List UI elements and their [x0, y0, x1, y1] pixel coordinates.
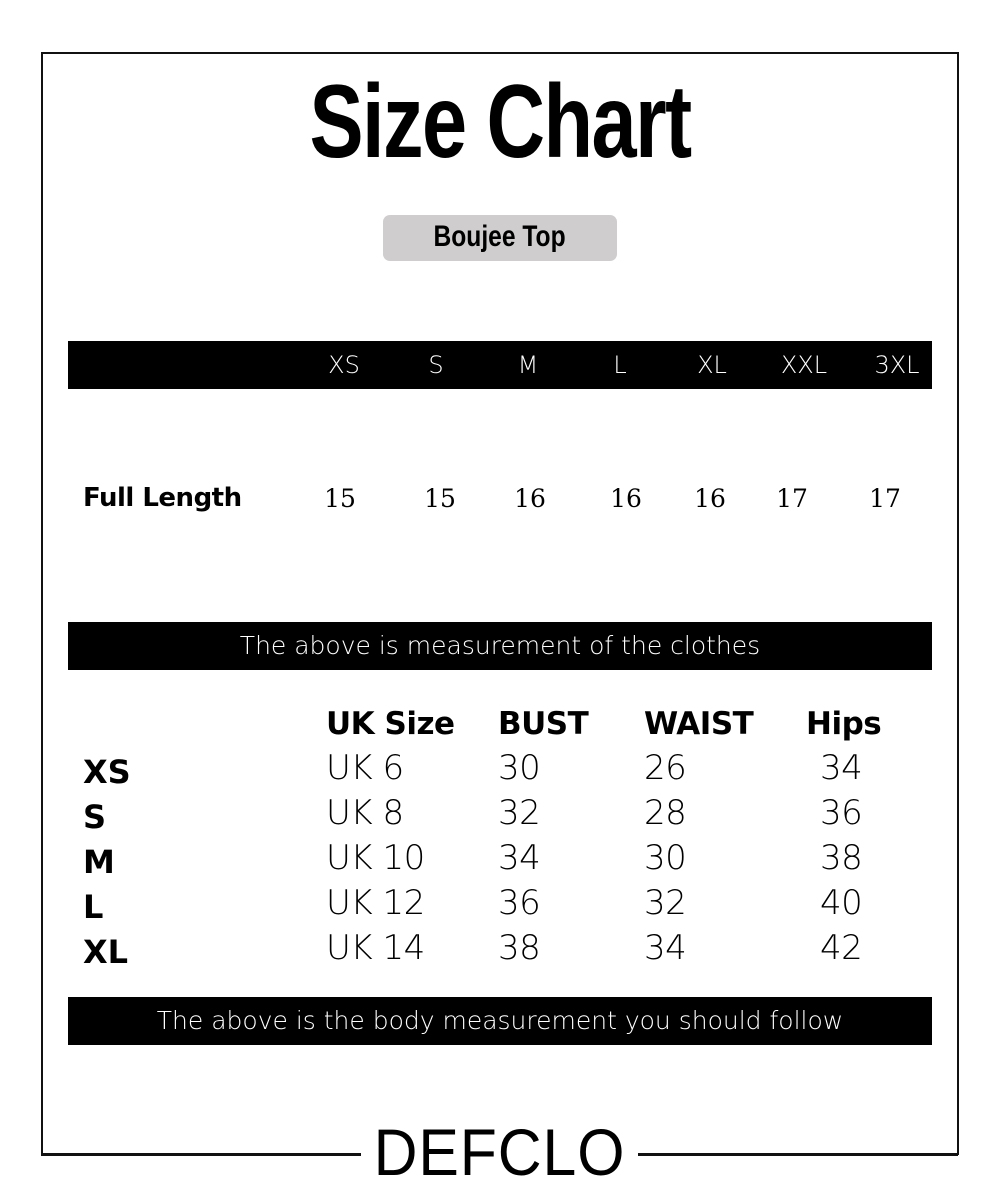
- length-value-xs: 15: [324, 484, 356, 513]
- body-row-hips-s: 36: [820, 793, 863, 833]
- size-header-s: S: [428, 351, 444, 379]
- size-header-bar: [68, 341, 932, 389]
- body-row-size-xl: XL: [83, 933, 129, 971]
- body-row-bust-xs: 30: [498, 748, 541, 788]
- size-header-xs: XS: [328, 351, 360, 379]
- column-header-hips: Hips: [806, 706, 882, 742]
- full-length-label: Full Length: [83, 483, 242, 513]
- body-row-hips-l: 40: [820, 883, 863, 923]
- column-header-bust: BUST: [498, 706, 589, 742]
- page-title: Size Chart: [309, 64, 691, 180]
- body-row-waist-s: 28: [644, 793, 687, 833]
- length-value-s: 15: [424, 484, 456, 513]
- body-row-hips-m: 38: [820, 838, 863, 878]
- size-header-xl: XL: [697, 351, 727, 379]
- length-value-3xl: 17: [869, 484, 901, 513]
- length-value-xxl: 17: [776, 484, 808, 513]
- body-row-hips-xl: 42: [820, 928, 863, 968]
- size-header-xxl: XXL: [780, 351, 828, 379]
- body-row-waist-m: 30: [644, 838, 687, 878]
- column-header-uk-size: UK Size: [326, 706, 455, 742]
- body-row-waist-l: 32: [644, 883, 687, 923]
- size-header-m: M: [517, 351, 539, 379]
- body-row-uk-m: UK 10: [326, 838, 425, 878]
- body-row-waist-xl: 34: [644, 928, 687, 968]
- frame-bottom-right-rule: [638, 1153, 958, 1156]
- frame-bottom-left-rule: [41, 1153, 361, 1156]
- size-header-3xl: 3XL: [874, 351, 920, 379]
- body-row-size-m: M: [83, 843, 115, 881]
- body-row-bust-l: 36: [498, 883, 541, 923]
- body-row-bust-xl: 38: [498, 928, 541, 968]
- column-header-waist: WAIST: [644, 706, 754, 742]
- body-row-bust-s: 32: [498, 793, 541, 833]
- body-row-size-l: L: [83, 888, 104, 926]
- body-row-size-xs: XS: [83, 753, 131, 791]
- body-row-uk-s: UK 8: [326, 793, 404, 833]
- length-value-xl: 16: [694, 484, 726, 513]
- body-row-hips-xs: 34: [820, 748, 863, 788]
- body-row-bust-m: 34: [498, 838, 541, 878]
- length-value-m: 16: [514, 484, 546, 513]
- size-header-l: L: [613, 351, 627, 379]
- body-row-uk-xs: UK 6: [326, 748, 404, 788]
- body-row-size-s: S: [83, 798, 107, 836]
- body-row-uk-xl: UK 14: [326, 928, 425, 968]
- product-name: Boujee Top: [433, 220, 567, 253]
- product-name-badge: [383, 215, 617, 261]
- brand-logo-text: DEFCLO: [373, 1115, 626, 1189]
- body-measurement-note: The above is the body measurement you should follow: [68, 997, 932, 1045]
- body-row-uk-l: UK 12: [326, 883, 425, 923]
- length-value-l: 16: [610, 484, 642, 513]
- body-row-waist-xs: 26: [644, 748, 687, 788]
- clothes-measurement-note: The above is measurement of the clothes: [68, 622, 932, 670]
